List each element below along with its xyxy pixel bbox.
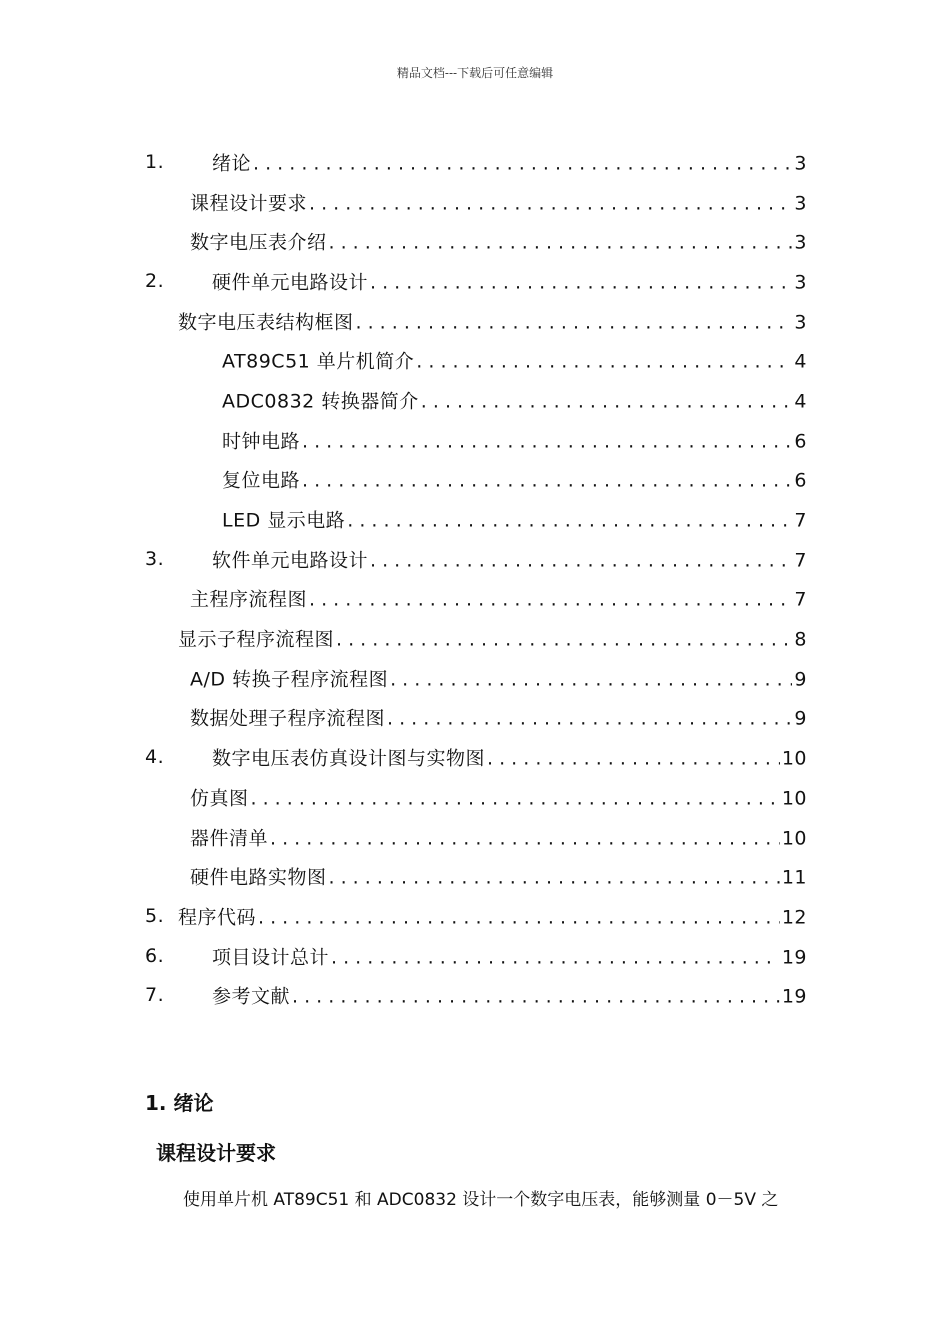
toc-leader-dots	[253, 152, 792, 174]
toc-entry[interactable]	[145, 737, 807, 777]
toc-entry-title: A/D 转换子程序流程图	[190, 668, 389, 691]
toc-leader-dots	[329, 232, 793, 254]
toc-entry-title: 硬件电路实物图	[190, 866, 327, 889]
toc-entry-title: AT89C51 单片机简介	[222, 350, 415, 373]
toc-entry[interactable]	[145, 936, 807, 976]
toc-entry-page: 19	[781, 985, 807, 1008]
toc-entry-number: 4.	[145, 746, 165, 769]
toc-entry-title: 课程设计要求	[190, 192, 308, 215]
toc-leader-dots	[329, 867, 780, 889]
toc-leader-dots	[390, 668, 792, 690]
toc-entry-body	[190, 863, 807, 890]
toc-entry-number: 5.	[145, 904, 165, 927]
toc-entry-body	[222, 426, 807, 453]
toc-leader-dots	[487, 748, 780, 770]
toc-entry-title: 软件单元电路设计	[212, 549, 369, 572]
toc-entry[interactable]	[145, 420, 807, 460]
toc-entry-title: 硬件单元电路设计	[212, 271, 369, 294]
toc-entry-body	[190, 664, 807, 691]
toc-entry[interactable]	[145, 856, 807, 896]
toc-entry-body	[190, 188, 807, 215]
toc-leader-dots	[356, 311, 793, 333]
toc-entry-body	[212, 982, 807, 1009]
toc-entry-page: 6	[794, 430, 807, 453]
toc-entry-page: 4	[794, 390, 807, 413]
toc-entry[interactable]	[145, 817, 807, 857]
toc-leader-dots	[309, 192, 792, 214]
toc-entry-title: 项目设计总计	[212, 946, 330, 969]
toc-leader-dots	[336, 629, 792, 651]
toc-entry-page: 9	[794, 668, 807, 691]
toc-entry-page: 7	[794, 588, 807, 611]
toc-entry-number: 2.	[145, 269, 165, 292]
toc-entry-page: 10	[781, 747, 807, 770]
toc-entry-body	[222, 347, 807, 374]
toc-leader-dots	[302, 430, 792, 452]
section-heading-1-1: 课程设计要求	[156, 1141, 276, 1165]
toc-entry-page: 7	[794, 509, 807, 532]
toc-entry-body	[190, 823, 807, 850]
toc-entry-body	[212, 942, 807, 969]
toc-entry-body	[190, 783, 807, 810]
toc-entry-page: 3	[794, 271, 807, 294]
toc-entry-title: 仿真图	[190, 787, 249, 810]
toc-leader-dots	[270, 827, 780, 849]
toc-entry-title: 参考文献	[212, 985, 291, 1008]
toc-leader-dots	[421, 390, 793, 412]
toc-entry-body	[212, 744, 807, 771]
toc-entry-title: 复位电路	[222, 469, 301, 492]
page-header: 精品文档---下载后可任意编辑	[396, 66, 554, 80]
toc-entry-page: 8	[794, 628, 807, 651]
toc-entry-body	[212, 267, 807, 294]
toc-entry[interactable]	[145, 182, 807, 222]
toc-leader-dots	[292, 986, 780, 1008]
toc-entry-title: 绪论	[212, 152, 252, 175]
body-paragraph: 使用单片机 AT89C51 和 ADC0832 设计一个数字电压表，能够测量 0－5V 之	[183, 1190, 779, 1210]
toc-entry[interactable]	[145, 539, 807, 579]
toc-entry-page: 10	[781, 827, 807, 850]
toc-entry-body	[178, 307, 807, 334]
toc-leader-dots	[370, 271, 792, 293]
toc-entry-page: 10	[781, 787, 807, 810]
toc-entry-page: 3	[794, 152, 807, 175]
toc-entry-page: 3	[794, 231, 807, 254]
toc-leader-dots	[251, 787, 780, 809]
toc-entry-number: 3.	[145, 547, 165, 570]
toc-entry-title: 时钟电路	[222, 430, 301, 453]
toc-leader-dots	[347, 510, 792, 532]
toc-entry-title: ADC0832 转换器简介	[222, 390, 419, 413]
toc-entry[interactable]	[145, 221, 807, 261]
toc-entry-title: 程序代码	[178, 906, 257, 929]
toc-entry[interactable]	[145, 261, 807, 301]
toc-entry[interactable]	[145, 658, 807, 698]
toc-entry-page: 3	[794, 311, 807, 334]
toc-entry-page: 4	[794, 350, 807, 373]
toc-entry-body	[190, 585, 807, 612]
toc-entry-page: 6	[794, 469, 807, 492]
toc-entry[interactable]	[145, 142, 807, 182]
toc-entry[interactable]	[145, 499, 807, 539]
toc-entry-title: 显示子程序流程图	[178, 628, 335, 651]
table-of-contents	[145, 142, 807, 1015]
toc-entry-title: 数字电压表仿真设计图与实物图	[212, 747, 486, 770]
toc-entry-body	[178, 902, 807, 929]
toc-entry-body	[222, 466, 807, 493]
toc-entry-title: LED 显示电路	[222, 509, 346, 532]
toc-entry-title: 数字电压表介绍	[190, 231, 327, 254]
toc-entry-body	[190, 704, 807, 731]
toc-entry[interactable]	[145, 301, 807, 341]
toc-entry-number: 1.	[145, 150, 165, 173]
toc-entry[interactable]	[145, 340, 807, 380]
toc-entry-number: 7.	[145, 984, 165, 1007]
toc-entry-body	[212, 545, 807, 572]
toc-entry[interactable]	[145, 698, 807, 738]
toc-entry-title: 器件清单	[190, 827, 269, 850]
toc-leader-dots	[309, 589, 792, 611]
toc-entry-body	[178, 625, 807, 652]
toc-leader-dots	[416, 351, 792, 373]
toc-leader-dots	[258, 906, 780, 928]
toc-entry[interactable]	[145, 579, 807, 619]
toc-leader-dots	[331, 946, 780, 968]
toc-entry-page: 11	[781, 866, 807, 889]
toc-leader-dots	[302, 470, 792, 492]
toc-entry[interactable]	[145, 975, 807, 1015]
toc-entry[interactable]	[145, 777, 807, 817]
toc-entry-body	[222, 506, 807, 533]
toc-entry-body	[222, 386, 807, 413]
toc-entry-page: 7	[794, 549, 807, 572]
toc-leader-dots	[387, 708, 792, 730]
toc-entry-page: 9	[794, 707, 807, 730]
toc-entry-number: 6.	[145, 944, 165, 967]
toc-entry[interactable]	[145, 460, 807, 500]
section-heading-1: 1. 绪论	[145, 1091, 214, 1115]
toc-entry-page: 3	[794, 192, 807, 215]
toc-entry[interactable]	[145, 380, 807, 420]
toc-leader-dots	[370, 549, 792, 571]
toc-entry-page: 12	[781, 906, 807, 929]
toc-entry[interactable]	[145, 896, 807, 936]
toc-entry-body	[190, 228, 807, 255]
toc-entry-title: 主程序流程图	[190, 588, 308, 611]
toc-entry-body	[212, 148, 807, 175]
toc-entry-title: 数据处理子程序流程图	[190, 707, 386, 730]
toc-entry-page: 19	[781, 946, 807, 969]
toc-entry-title: 数字电压表结构框图	[178, 311, 354, 334]
toc-entry[interactable]	[145, 618, 807, 658]
